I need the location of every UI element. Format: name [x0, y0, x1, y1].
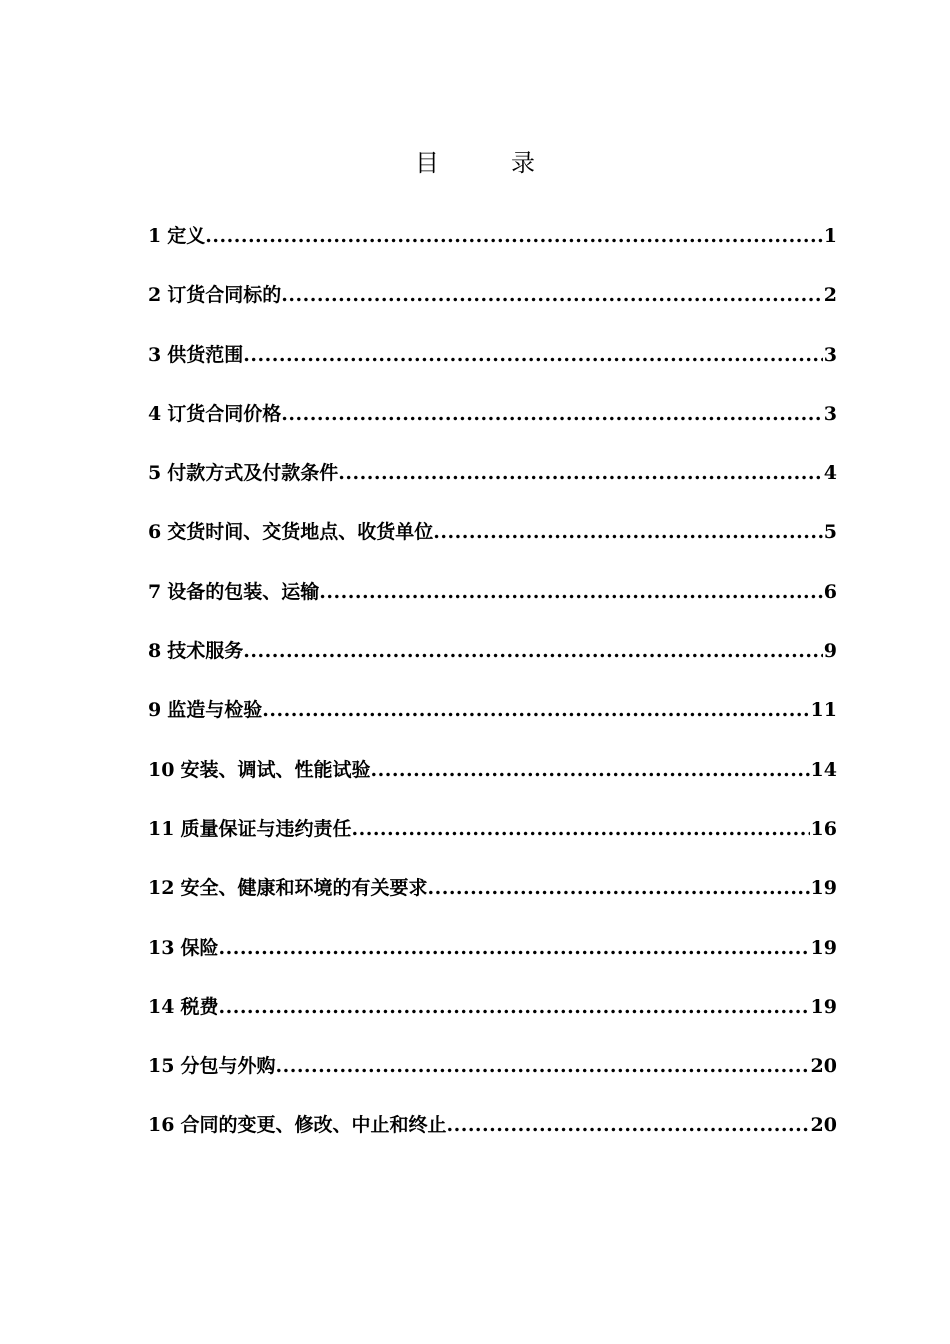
toc-entry[interactable]	[148, 577, 837, 636]
toc-dot-leader	[446, 1114, 809, 1136]
toc-entry-page: 11	[810, 699, 837, 722]
toc-entry[interactable]	[148, 221, 837, 280]
toc-entry-number: 11	[148, 817, 175, 840]
toc-entry-number: 6	[148, 521, 162, 544]
toc-entry-title: 定义	[167, 225, 206, 247]
toc-dot-leader	[370, 759, 809, 781]
toc-entry-page: 3	[823, 402, 837, 425]
toc-entry[interactable]	[148, 340, 837, 399]
toc-entry-page: 5	[823, 521, 837, 544]
toc-entry-number: 1	[148, 225, 162, 247]
title-char-1: 目	[415, 149, 439, 177]
toc-entry[interactable]	[148, 636, 837, 695]
toc-dot-leader	[243, 344, 823, 366]
toc-entry-page: 14	[810, 758, 837, 781]
toc-entry[interactable]	[148, 873, 837, 932]
toc-entry-page: 20	[810, 1055, 837, 1078]
toc-dot-leader	[262, 699, 809, 721]
toc-entry-number: 15	[148, 1055, 175, 1078]
toc-entry-number: 9	[148, 699, 162, 722]
toc-entry[interactable]	[148, 517, 837, 576]
toc-entry[interactable]	[148, 1110, 837, 1169]
title-char-2: 录	[511, 149, 535, 177]
toc-entry-page: 6	[823, 580, 837, 603]
toc-entry-number: 10	[148, 758, 175, 781]
toc-entry-page: 4	[823, 462, 837, 485]
toc-entry[interactable]	[148, 458, 837, 517]
toc-entry-number: 4	[148, 402, 162, 425]
toc-entry-page: 3	[823, 343, 837, 366]
page-title	[0, 147, 950, 179]
toc-entry-title: 监造与检验	[167, 699, 263, 722]
toc-entry-title: 交货时间、交货地点、收货单位	[167, 521, 434, 544]
toc-dot-leader	[218, 937, 809, 959]
toc-entry-number: 14	[148, 995, 175, 1018]
toc-dot-leader	[433, 521, 823, 543]
toc-entry-title: 分包与外购	[180, 1055, 276, 1078]
toc-entry-title: 技术服务	[167, 640, 244, 663]
toc-entry[interactable]	[148, 399, 837, 458]
toc-dot-leader	[281, 403, 823, 425]
toc-dot-leader	[351, 818, 809, 840]
toc-entry-page: 2	[823, 284, 837, 307]
toc-entry-page: 19	[810, 936, 837, 959]
toc-entry[interactable]	[148, 695, 837, 754]
toc-entry-page: 9	[823, 640, 837, 663]
toc-entry-page: 16	[810, 817, 837, 840]
table-of-contents	[148, 221, 837, 1170]
toc-dot-leader	[427, 877, 809, 899]
toc-entry-number: 12	[148, 877, 175, 900]
toc-entry-title: 税费	[180, 995, 219, 1018]
toc-dot-leader	[243, 640, 823, 662]
toc-entry[interactable]	[148, 280, 837, 339]
toc-entry-page: 20	[810, 1114, 837, 1137]
toc-dot-leader	[319, 581, 823, 603]
toc-entry[interactable]	[148, 1051, 837, 1110]
toc-entry-number: 8	[148, 640, 162, 663]
toc-dot-leader	[275, 1055, 809, 1077]
toc-entry-title: 设备的包装、运输	[167, 580, 320, 603]
toc-entry-page: 1	[823, 225, 837, 247]
toc-entry-title: 安装、调试、性能试验	[180, 758, 371, 781]
toc-entry-page: 19	[810, 995, 837, 1018]
toc-dot-leader	[205, 225, 823, 247]
toc-entry-number: 2	[148, 284, 162, 307]
toc-entry-title: 供货范围	[167, 343, 244, 366]
toc-entry[interactable]	[148, 992, 837, 1051]
toc-entry[interactable]	[148, 933, 837, 992]
toc-entry-title: 订货合同标的	[167, 284, 282, 307]
toc-entry-number: 16	[148, 1114, 175, 1137]
toc-entry-page: 19	[810, 877, 837, 900]
toc-entry[interactable]	[148, 755, 837, 814]
toc-entry-number: 7	[148, 580, 162, 603]
toc-entry-title: 安全、健康和环境的有关要求	[180, 877, 428, 900]
toc-entry-number: 5	[148, 462, 162, 485]
toc-entry-title: 保险	[180, 936, 219, 959]
toc-entry-title: 付款方式及付款条件	[167, 462, 339, 485]
toc-entry-title: 合同的变更、修改、中止和终止	[180, 1114, 447, 1137]
toc-entry[interactable]	[148, 814, 837, 873]
toc-dot-leader	[338, 462, 823, 484]
toc-entry-title: 质量保证与违约责任	[180, 817, 352, 840]
toc-entry-number: 3	[148, 343, 162, 366]
toc-dot-leader	[218, 996, 809, 1018]
toc-entry-number: 13	[148, 936, 175, 959]
toc-entry-title: 订货合同价格	[167, 402, 282, 425]
toc-dot-leader	[281, 284, 823, 306]
